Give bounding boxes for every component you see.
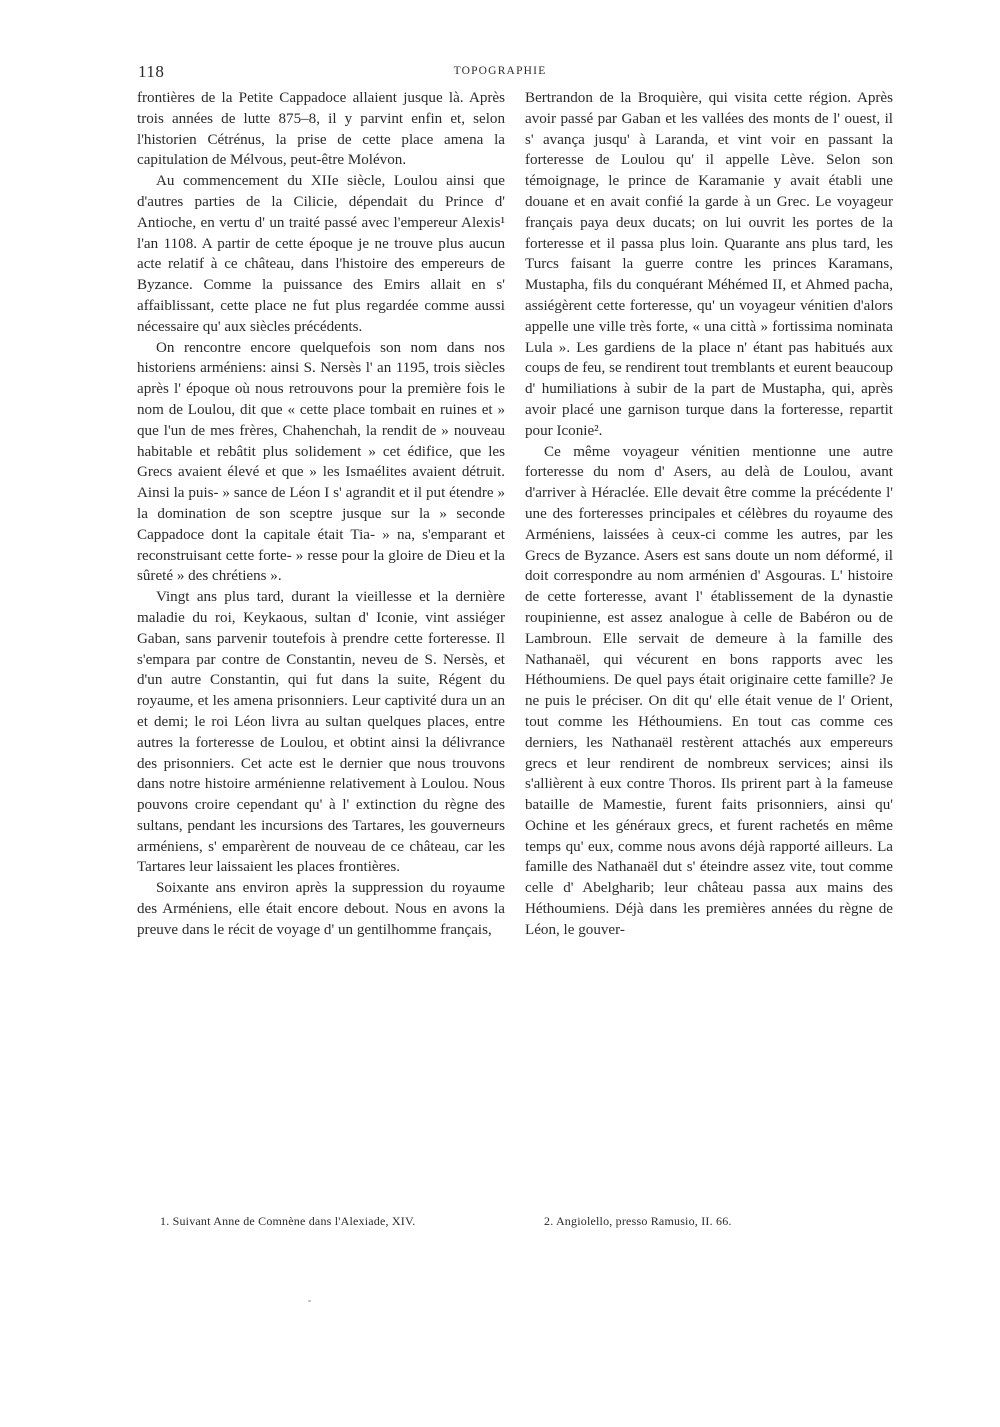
- scan-speck: [308, 1300, 311, 1302]
- paragraph: frontières de la Petite Cappadoce allaient jusque là. Après trois années de lutte 875–8, il y parvint enfin et, selon l'historien Cétrénus, la prise de cette place amena la capitulation de Mélvous, peut-être Molévon.: [137, 90, 505, 169]
- page-number: 118: [138, 62, 165, 81]
- paragraph: Vingt ans plus tard, durant la vieillesse et la dernière maladie du roi, Keykaous, sultan d' Iconie, vint assiéger Gaban, sans parvenir toutefois à prendre cette forteresse. Il s'empara par contre de Constantin, neveu de S. Nersès, et d'un autre Constantin, qui fut dans la suite, Régent du royaume, et les amena prisonniers. Leur captivité dura un an et demi; le roi Léon livra au sultan quelques places, entre autres la forteresse de Loulou, et obtint ainsi la délivrance des prisonniers. Cet acte est le dernier que nous trouvons dans notre histoire arménienne relativement à Loulou. Nous pouvons croire cependant qu' à l' extinction du règne des sultans, pendant les incursions des Tartares, les gouverneurs arméniens, s' emparèrent de nouveau de ce château, car les Tartares leur laissaient les places frontières.: [137, 589, 505, 876]
- footnote-2: 2. Angiolello, presso Ramusio, II. 66.: [544, 1214, 732, 1228]
- left-column: [137, 88, 505, 941]
- footnote-1: 1. Suivant Anne de Comnène dans l'Alexiade, XIV.: [160, 1214, 416, 1228]
- paragraph: On rencontre encore quelquefois son nom dans nos historiens arméniens: ainsi S. Nersès l' an 1195, trois siècles après l' époque où nous retrouvons pour la première fois le nom de Loulou, dit que « cette place tombait en ruines et » que l'un de mes frères, Chahenchah, la rendit de » nouveau habitable et rebâtit plus solidement » cet édifice, que les Grecs avaient élevé et que » les Ismaélites avaient détruit. Ainsi la puis- » sance de Léon I s' agrandit et il put étendre » la domination de son sceptre jusque sur la » seconde Cappadoce dont la capitale était Tia- » na, s'emparant et reconstruisant cette forte- » resse pour la gloire de Dieu et la sûreté » des chrétiens ».: [137, 339, 505, 585]
- paragraph: Soixante ans environ après la suppression du royaume des Arméniens, elle était encore debout. Nous en avons la preuve dans le récit de voyage d' un gentilhomme français,: [137, 880, 505, 938]
- paragraph: Bertrandon de la Broquière, qui visita cette région. Après avoir passé par Gaban et les vallées des monts de l' ouest, il s' avança jusqu' à Laranda, et vint voir en passant la forteresse de Loulou qu' il appelle Lève. Selon son témoignage, le prince de Karamanie y avait établi une douane et en avait confié la garde à un Grec. Le voyageur français paya deux ducats; on lui ouvrit les portes de la forteresse et il passa plus loin. Quarante ans plus tard, les Turcs faisant la guerre contre les princes Karamans, Mustapha, fils du conquérant Méhémed II, et Ahmed pacha, assiégèrent cette forteresse, qu' un voyageur vénitien d'alors appelle une ville très forte, « una città » fortissima nominata Lula ». Les gardiens de la place n' étant pas habitués aux coups de feu, se rendirent tout tremblants et eurent beaucoup d' humiliations à subir de la part de Mustapha, qui, après avoir placé une garnison turque dans la forteresse, repartit pour Iconie².: [525, 90, 893, 439]
- paragraph: Au commencement du XIIe siècle, Loulou ainsi que d'autres parties de la Cilicie, dépendait du Prince d' Antioche, en vertu d' un traité passé avec l'empereur Alexis¹ l'an 1108. A partir de cette époque je ne trouve plus aucun acte relatif à ce château, dans l'histoire des empereurs de Byzance. Comme la puissance des Emirs allait en s' affaiblissant, cette place ne fut plus regardée comme aussi nécessaire qu' aux siècles précédents.: [137, 173, 505, 335]
- right-column: [525, 88, 893, 941]
- running-title: TOPOGRAPHIE: [453, 65, 547, 77]
- paragraph: Ce même voyageur vénitien mentionne une autre forteresse du nom d' Asers, au delà de Loulou, avant d'arriver à Héraclée. Elle devait être comme la précédente l' une des forteresses principales et célèbres du royaume des Arméniens, laissées à ceux-ci comme les autres, par les Grecs de Byzance. Asers est sans doute un nom déformé, il doit correspondre au nom arménien d' Asgouras. L' histoire de cette forteresse, avant l' établissement de la dynastie roupinienne, est assez analogue à celle de Babéron ou de Lambroun. Elle servait de demeure à la famille des Nathanaël, qui vécurent en bons rapports avec les Héthoumiens. De quel pays était originaire cette famille? Je ne puis le préciser. On dit qu' elle était venue de l' Orient, tout comme les Héthoumiens. En tout cas comme ces derniers, les Nathanaël restèrent attachés aux empereurs grecs et leur rendirent de nombreux services; ainsi ils s'allièrent à eux contre Thoros. Ils prirent part à la fameuse bataille de Mamestie, furent faits prisonniers, ainsi qu' Ochine et les généraux grecs, et furent rachetés en même temps qu' eux, comme nous avons déjà rapporté ailleurs. La famille des Nathanaël dut s' éteindre assez vite, tout comme celle d' Abelgharib; leur château passa aux mains des Héthoumiens. Déjà dans les premières années du règne de Léon, le gouver-: [525, 443, 893, 938]
